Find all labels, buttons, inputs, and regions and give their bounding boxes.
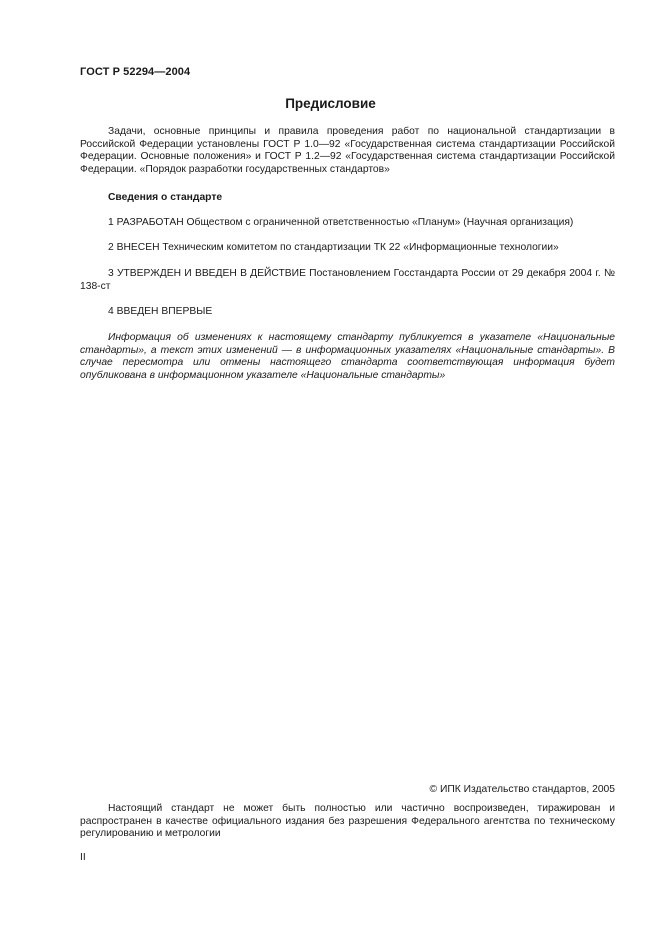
page-number: II	[80, 852, 86, 863]
standard-info-item-developed: 1 РАЗРАБОТАН Обществом с ограниченной ответственностью «Планум» (Научная организация)	[108, 217, 574, 228]
standard-info-item-submitted: 2 ВНЕСЕН Техническим комитетом по стандартизации ТК 22 «Информационные технологии»	[108, 242, 559, 253]
standard-info-item-approved: 3 УТВЕРЖДЕН И ВВЕДЕН В ДЕЙСТВИЕ Постановлением Госстандарта России от 29 декабря 2004 г. № 138-ст	[80, 268, 615, 292]
foreword-intro-paragraph: Задачи, основные принципы и правила проведения работ по национальной стандартизации в Российской Федерации установлены ГОСТ Р 1.0—92 «Государственная система стандартизации Российской Федерации. Основные положения» и ГОСТ Р 1.2—92 «Государственная система стандартизации Российской Федерации. «Порядок разработки государственных стандартов»	[80, 126, 615, 176]
standard-info-item-introduced: 4 ВВЕДЕН ВПЕРВЫЕ	[108, 306, 213, 317]
legal-notice-paragraph: Настоящий стандарт не может быть полностью или частично воспроизведен, тиражирован и распространен в качестве официального издания без разрешения Федерального агентства по техническому регулированию и метрологии	[80, 803, 615, 840]
copyright-notice: © ИПК Издательство стандартов, 2005	[429, 784, 615, 795]
standard-info-heading: Сведения о стандарте	[108, 192, 223, 203]
foreword-title: Предисловие	[285, 96, 376, 111]
page-header-standard-id: ГОСТ Р 52294—2004	[80, 66, 191, 78]
changes-notice-paragraph: Информация об изменениях к настоящему стандарту публикуется в указателе «Национальные стандарты», а текст этих изменений — в информационных указателях «Национальные стандарты». В случае пересмотра или отмены настоящего стандарта соответствующая информация будет опубликована в информационном указателе «Национальные стандарты»	[80, 332, 615, 382]
